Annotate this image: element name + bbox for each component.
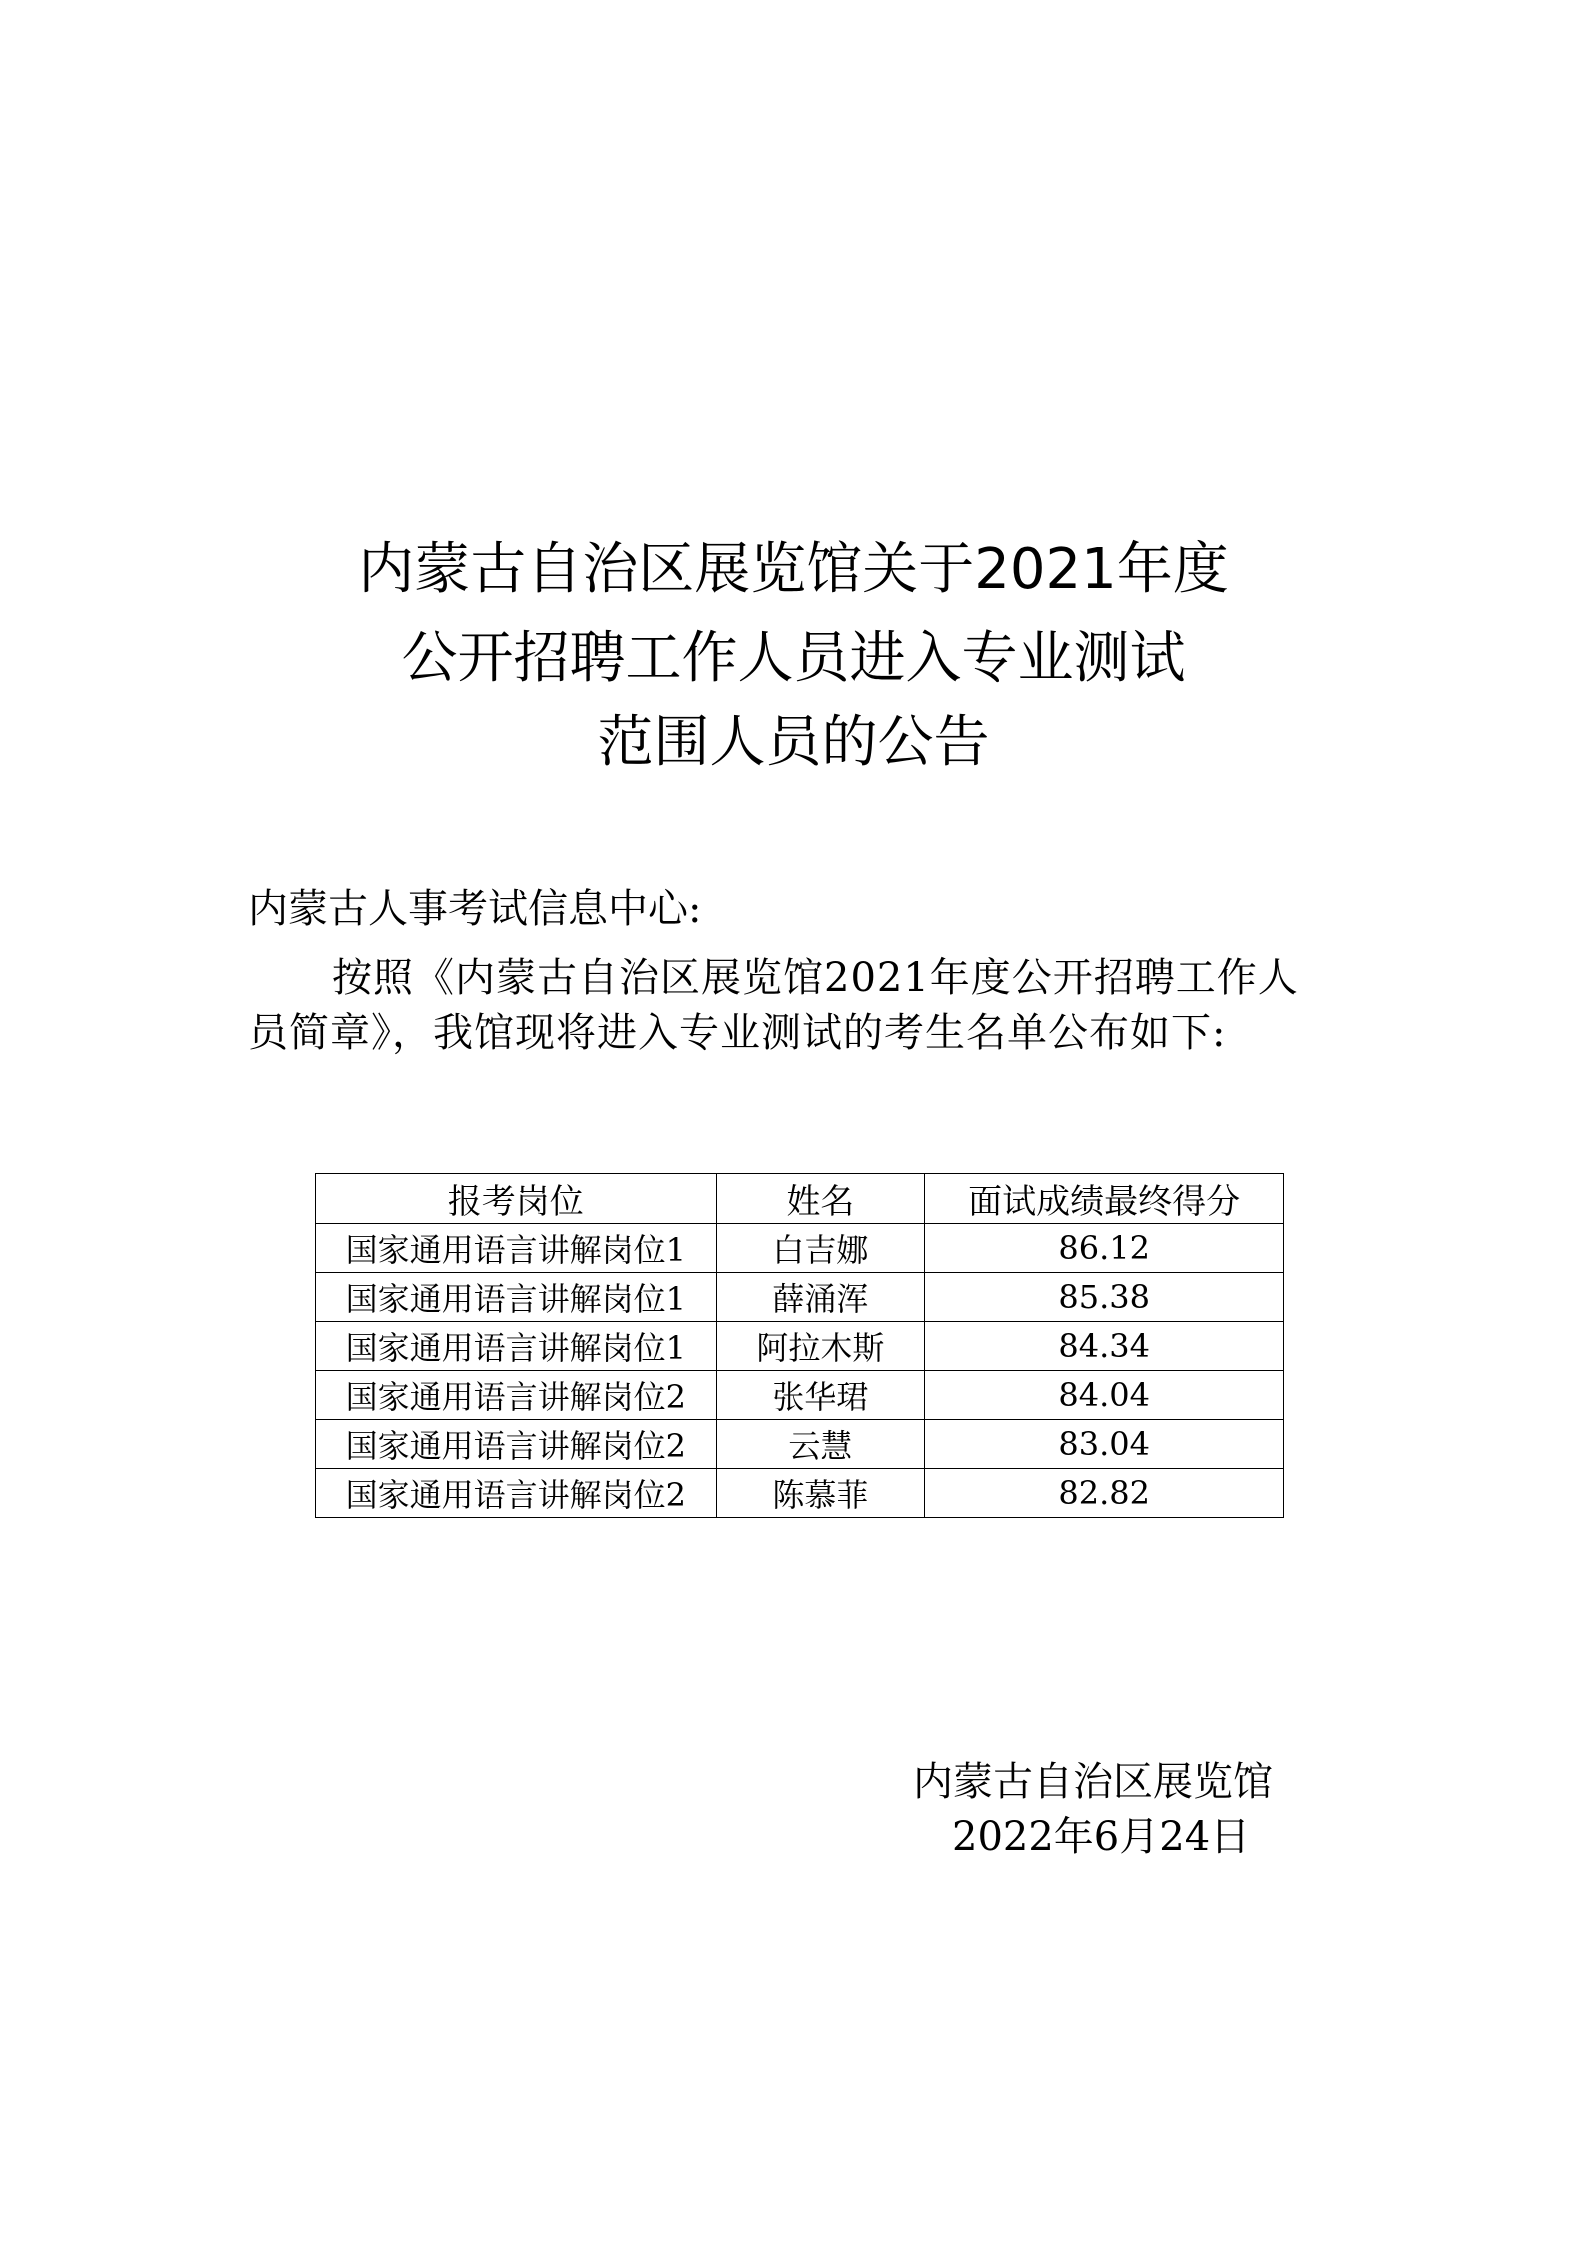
header-name: 姓名 — [716, 1174, 925, 1224]
paragraph-line-2: 员简章》，我馆现将进入专业测试的考生名单公布如下: — [248, 1010, 1227, 1056]
cell-name: 张华珺 — [716, 1371, 925, 1420]
title-line-1: 内蒙古自治区展览馆关于2021年度 — [358, 537, 1229, 602]
cell-score: 82.82 — [925, 1469, 1284, 1518]
table-row — [316, 1420, 1284, 1469]
candidate-table — [315, 1173, 1284, 1518]
cell-name: 陈慕菲 — [716, 1469, 925, 1518]
cell-position: 国家通用语言讲解岗位1 — [316, 1224, 717, 1273]
table-row — [316, 1469, 1284, 1518]
signature-date: 2022年6月24日 — [952, 1814, 1251, 1860]
signature-org: 内蒙古自治区展览馆 — [913, 1759, 1273, 1805]
cell-score: 85.38 — [925, 1273, 1284, 1322]
header-score: 面试成绩最终得分 — [925, 1174, 1284, 1224]
table-row — [316, 1273, 1284, 1322]
cell-score: 86.12 — [925, 1224, 1284, 1273]
cell-position: 国家通用语言讲解岗位1 — [316, 1273, 717, 1322]
title-line-3: 范围人员的公告 — [597, 710, 990, 775]
cell-position: 国家通用语言讲解岗位2 — [316, 1469, 717, 1518]
table-row — [316, 1371, 1284, 1420]
cell-name: 云慧 — [716, 1420, 925, 1469]
salutation: 内蒙古人事考试信息中心: — [248, 886, 702, 932]
cell-score: 84.34 — [925, 1322, 1284, 1371]
header-position: 报考岗位 — [316, 1174, 717, 1224]
cell-score: 83.04 — [925, 1420, 1284, 1469]
cell-position: 国家通用语言讲解岗位1 — [316, 1322, 717, 1371]
cell-position: 国家通用语言讲解岗位2 — [316, 1371, 717, 1420]
paragraph-line-1: 按照《内蒙古自治区展览馆2021年度公开招聘工作人 — [332, 955, 1299, 1001]
cell-score: 84.04 — [925, 1371, 1284, 1420]
cell-name: 阿拉木斯 — [716, 1322, 925, 1371]
table-header-row — [316, 1174, 1284, 1224]
cell-position: 国家通用语言讲解岗位2 — [316, 1420, 717, 1469]
table-row — [316, 1224, 1284, 1273]
title-line-2: 公开招聘工作人员进入专业测试 — [401, 626, 1186, 691]
cell-name: 白吉娜 — [716, 1224, 925, 1273]
table-row — [316, 1322, 1284, 1371]
cell-name: 薛涌浑 — [716, 1273, 925, 1322]
